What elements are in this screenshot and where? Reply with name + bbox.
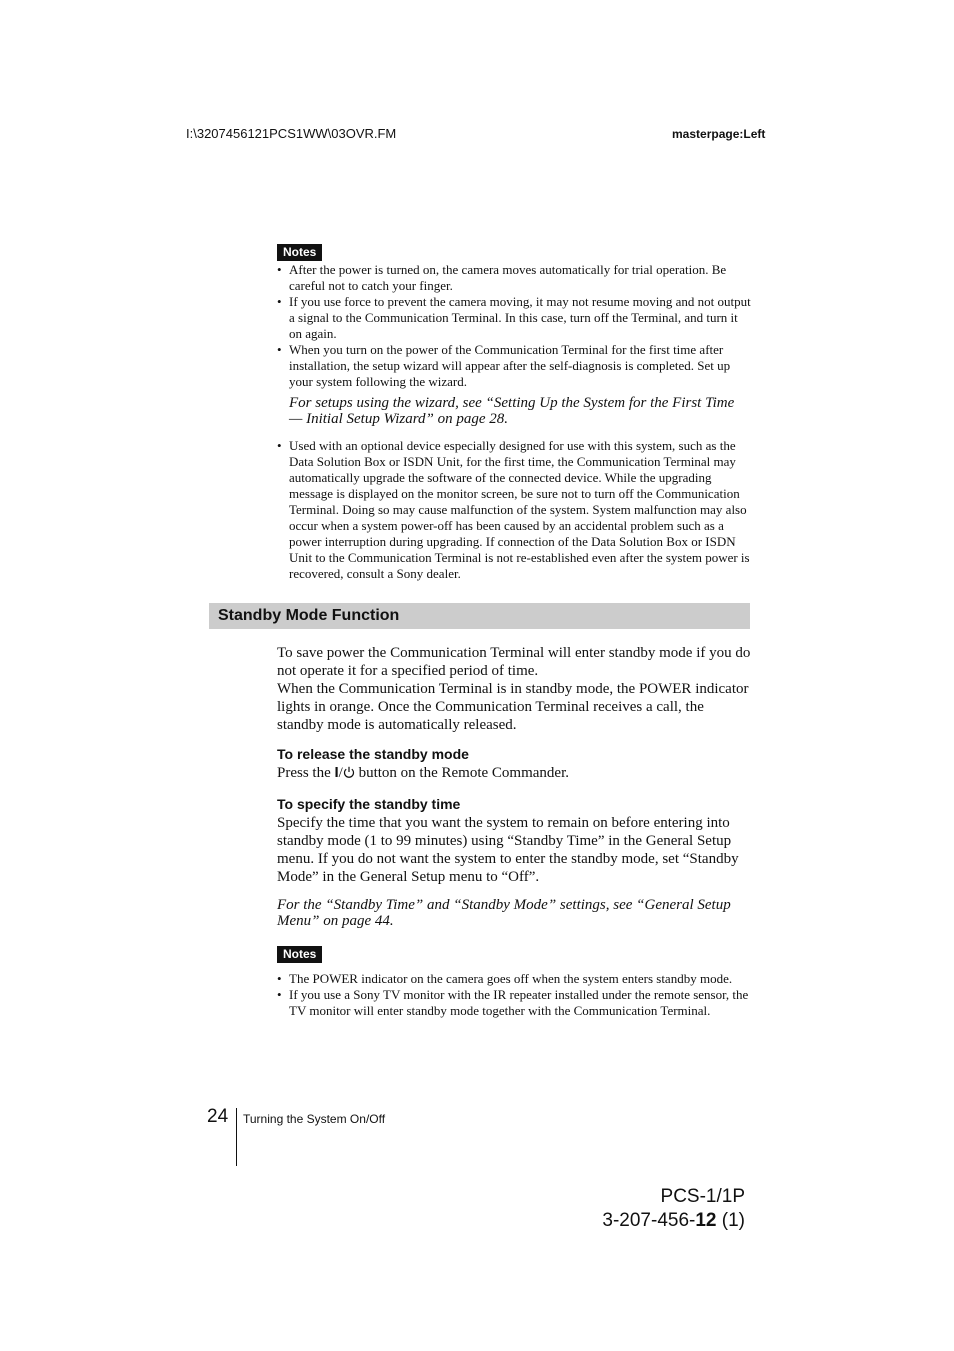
list-item: • If you use force to prevent the camera moving, it may not resume moving and not output a signal to the Communication Terminal. In this case, turn off the Terminal, and turn it on again. xyxy=(277,294,752,342)
list-item: • After the power is turned on, the camera moves automatically for trial operation. Be careful not to catch your finger. xyxy=(277,262,752,294)
notes-list-2 xyxy=(277,438,752,582)
chapter-title: Turning the System On/Off xyxy=(243,1112,386,1126)
release-text: Press the I/ button on the Remote Commander. xyxy=(277,764,569,781)
specify-text: Specify the time that you want the system to remain on before entering into standby mode (1 to 99 minutes) using “Standby Time” in the General Setup menu. If you do not want the system to enter the standby mode, set “Standby Mode” in the General Setup menu to “Off”. xyxy=(277,815,739,885)
page-number: 24 xyxy=(207,1106,229,1127)
list-item: • If you use a Sony TV monitor with the IR repeater installed under the remote sensor, the TV monitor will enter standby mode together with the Communication Terminal. xyxy=(277,987,757,1019)
specify-heading: To specify the standby time xyxy=(277,796,461,812)
notes-list-3 xyxy=(277,971,757,1019)
list-item: • Used with an optional device especially designed for use with this system, such as the Data Solution Box or ISDN Unit, for the first time, the Communication Terminal may automatically upgrade the software of the connected device. While the upgrading message is displayed on the monitor screen, be sure not to turn off the Communication Terminal. Doing so may cause malfunction of the system. System malfunction may also occur when a system power-off has been caused by an accidental problem such as a power interruption during upgrading. If connection of the Data Solution Box or ISDN Unit to the Communication Terminal is not re-established even after the system power is recovered, consult a Sony dealer. xyxy=(277,438,752,582)
intro-paragraph: To save power the Communication Terminal will enter standby mode if you do not operate it for a specified period of time. xyxy=(277,645,751,679)
power-button-symbol: I xyxy=(334,764,339,781)
notes-list xyxy=(277,262,752,390)
power-icon xyxy=(343,766,355,779)
masterpage-label: masterpage:Left xyxy=(672,127,766,141)
release-heading: To release the standby mode xyxy=(277,746,469,762)
list-item: • When you turn on the power of the Communication Terminal for the first time after installation, the setup wizard will appear after the self-diagnosis is completed. Set up your system following the wizard. xyxy=(277,342,752,390)
wizard-reference: For setups using the wizard, see “Setting Up the System for the First Time — Initial Setup Wizard” on page 28. xyxy=(289,395,735,427)
model-number: PCS-1/1P xyxy=(660,1186,745,1207)
intro-paragraph: When the Communication Terminal is in standby mode, the POWER indicator lights in orange. Once the Communication Terminal receives a call, the standby mode is automatically released. xyxy=(277,681,749,733)
section-intro xyxy=(277,644,753,734)
settings-reference: For the “Standby Time” and “Standby Mode” settings, see “General Setup Menu” on page 44. xyxy=(277,897,731,929)
file-path: I:\3207456121PCS1WW\03OVR.FM xyxy=(186,126,397,141)
notes-label: Notes xyxy=(277,945,322,963)
part-number: 3-207-456-12 (1) xyxy=(602,1210,745,1231)
list-item: • The POWER indicator on the camera goes off when the system enters standby mode. xyxy=(277,971,757,987)
footer-divider xyxy=(236,1108,237,1166)
notes-label: Notes xyxy=(277,243,322,261)
section-heading: Standby Mode Function xyxy=(209,603,750,629)
